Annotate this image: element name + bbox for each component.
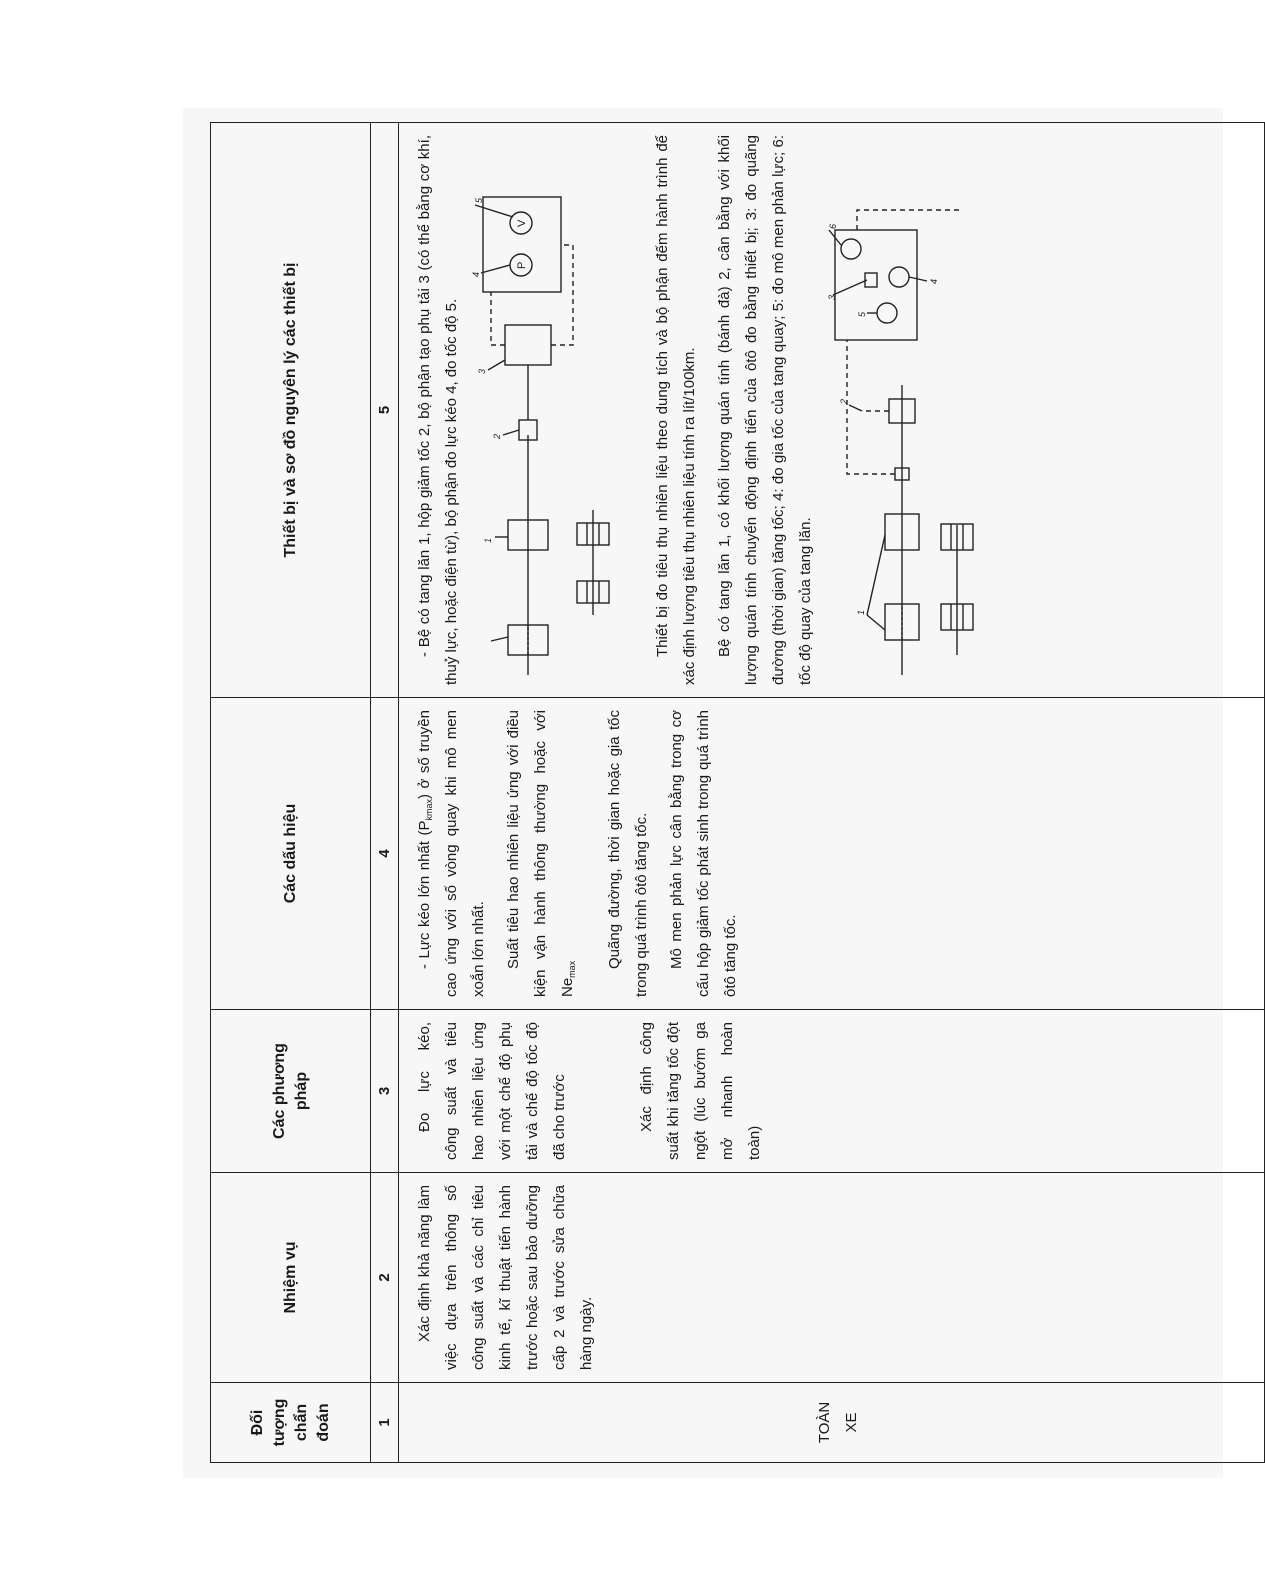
- diagram1-label-2: 2: [492, 433, 502, 439]
- diagram2-label-1: 1: [856, 609, 866, 615]
- diagram1-label-5: 5: [474, 197, 484, 203]
- diagram1-label-1: 1: [483, 537, 493, 543]
- sign-1-rest: ) ở số truyền cao ứng với số vòng quay khi mô men xoắn lớn nhất.: [416, 710, 487, 997]
- diagram2-label-4: 4: [929, 278, 939, 284]
- header-signs: Các dấu hiệu: [211, 698, 371, 1010]
- body-row: [399, 123, 1265, 1463]
- equipment-1: - Bệ có tang lăn 1, hộp giảm tốc 2, bộ phận tạo phụ tải 3 (có thể bằng cơ khí, thuỷ lực, hoặc điện từ), bộ phận đo lực kéo 4, đo tốc độ 5.: [416, 135, 460, 685]
- gauge-p-letter: P: [516, 261, 528, 269]
- diagram2-label-6: 6: [828, 223, 838, 229]
- diagram1-label-4: 4: [471, 271, 481, 277]
- diagram2-label-2: 2: [839, 398, 849, 404]
- header-methods: Các phương pháp: [211, 1010, 371, 1173]
- method-1: Đo lực kéo, công suất và tiêu hao nhiên liệu ứng với một chế độ phụ tải và chế độ tốc độ đã cho trước: [416, 1022, 568, 1160]
- task-text: Xác định khả năng làm việc dựa trên thông số công suất và các chỉ tiêu kinh tế, kĩ thuật tiến hành trước hoặc sau bảo dưỡng cấp 2 và trước sửa chữa hàng ngày.: [416, 1185, 595, 1370]
- header-row: [211, 123, 371, 1463]
- column-number: 2: [371, 1173, 399, 1383]
- sign-3: Quãng đường, thời gian hoặc gia tốc trong quá trình ôtô tăng tốc.: [606, 710, 650, 997]
- methods-cell: [399, 1010, 1265, 1173]
- sign-1-subscript: kmax: [424, 799, 434, 821]
- object-cell: [399, 1383, 1265, 1463]
- header-equipment: Thiết bị và sơ đồ nguyên lý các thiết bị: [211, 123, 371, 698]
- equipment-3: Bệ có tang lăn 1, có khối lượng quán tính (bánh đà) 2, cân bằng với khối lượng quán tính chuyển động định tiến của ôtô đo bằng thiết bị; 3: đo quãng đường (thời gian) tăng tốc; 4: đo gia tốc của tang quay; 5: đo mô men phản lực; 6: tốc độ quay của tang lăn.: [716, 135, 814, 685]
- equipment-2: Thiết bị đo tiêu thụ nhiên liệu theo dung tích và bộ phận đếm hành trình để xác định lượng tiêu thụ nhiên liệu tính ra lít/100km.: [654, 135, 698, 685]
- sign-4: Mô men phản lực cân bằng trong cơ cấu hộp giảm tốc phát sinh trong quá trình ôtô tăng tốc.: [668, 710, 739, 997]
- gauge-v-letter: V: [516, 219, 528, 227]
- header-object: Đối tượng chẩn đoán: [211, 1383, 371, 1463]
- sign-1: [411, 710, 492, 997]
- method-2: Xác định công suất khi tăng tốc đột ngột (lúc bướm ga mở nhanh hoàn toàn): [638, 1022, 763, 1160]
- dynamometer-diagram: [473, 185, 643, 685]
- sign-2-text: Suất tiêu hao nhiên liệu ứng với điều kiện vận hành thông thường hoặc với Ne: [505, 710, 576, 997]
- diagnosis-table: [210, 122, 1265, 1463]
- sign-2: [500, 710, 581, 997]
- diagram2-label-3: 3: [827, 294, 837, 300]
- rotated-table-wrapper: [210, 123, 1265, 1463]
- sign-1-text: - Lực kéo lớn nhất (P: [416, 820, 433, 969]
- equipment-cell: [399, 123, 1265, 698]
- column-number: 4: [371, 698, 399, 1010]
- column-number: 5: [371, 123, 399, 698]
- object-label: TOÀN XE: [815, 1401, 860, 1444]
- header-task: Nhiệm vụ: [211, 1173, 371, 1383]
- column-number: 3: [371, 1010, 399, 1173]
- acceleration-bench-diagram: [827, 185, 972, 685]
- diagram2-label-5: 5: [857, 311, 867, 317]
- task-cell: [399, 1173, 1265, 1383]
- column-number-row: [371, 123, 399, 1463]
- signs-cell: [399, 698, 1265, 1010]
- column-number: 1: [371, 1383, 399, 1463]
- diagram1-label-3: 3: [477, 368, 487, 374]
- sign-2-subscript: max: [567, 960, 577, 978]
